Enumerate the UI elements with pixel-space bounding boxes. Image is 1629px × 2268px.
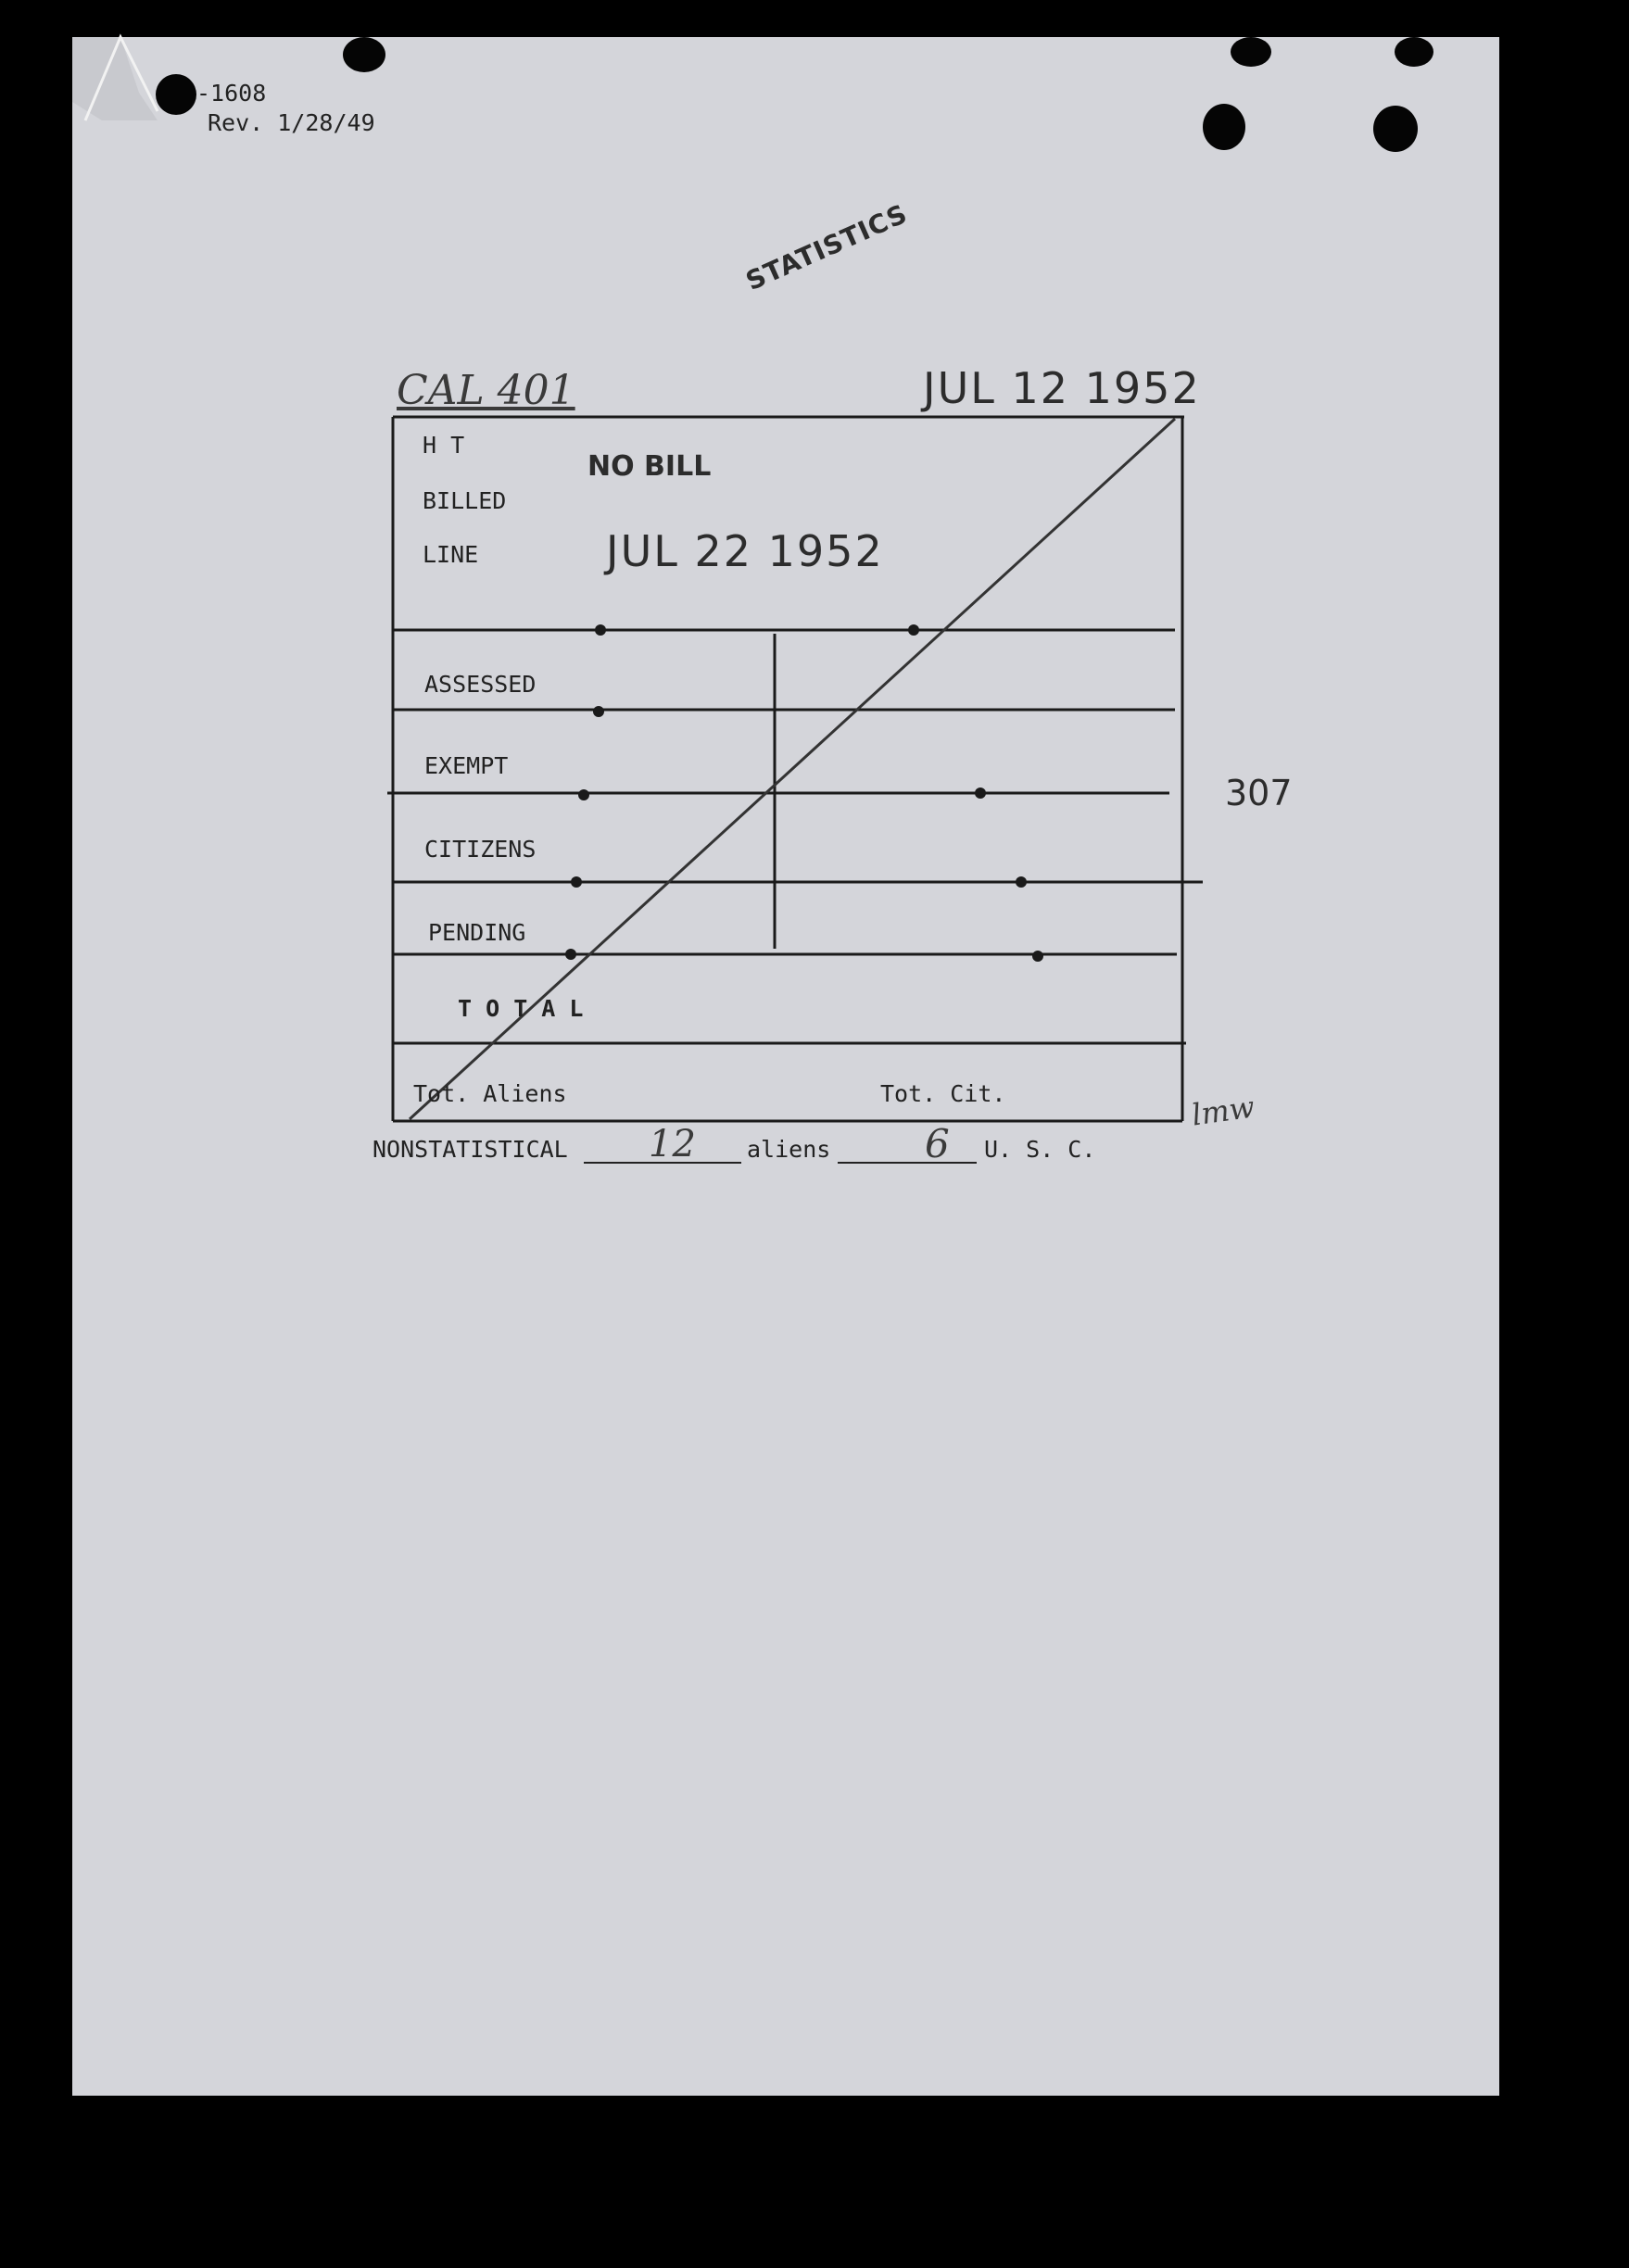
- row-label-pending: PENDING: [428, 919, 526, 946]
- row-label-billed: BILLED: [423, 487, 507, 514]
- row-label-total: T O T A L: [458, 995, 584, 1022]
- case-reference: CAL 401: [397, 367, 575, 414]
- date-stamp-inner: JUL 22 1952: [606, 526, 884, 576]
- statistics-stamp: STATISTICS: [741, 197, 913, 297]
- nonstatistical-label: NONSTATISTICAL: [373, 1136, 568, 1163]
- initials: lmw: [1189, 1089, 1257, 1133]
- form-revision: Rev. 1/28/49: [208, 109, 375, 136]
- no-bill-stamp: NO BILL: [587, 450, 712, 483]
- usc-blank: [838, 1162, 977, 1164]
- tot-cit-label: Tot. Cit.: [880, 1080, 1006, 1107]
- row-label-citizens: CITIZENS: [424, 836, 537, 863]
- aliens-count: 12: [649, 1123, 696, 1166]
- form-number: -1608: [196, 80, 267, 107]
- page-number: 307: [1225, 773, 1293, 813]
- date-stamp-top: JUL 12 1952: [923, 363, 1201, 413]
- row-label-ht: H T: [423, 432, 465, 459]
- usc-count: 6: [925, 1121, 950, 1166]
- tot-aliens-label: Tot. Aliens: [413, 1080, 567, 1107]
- usc-label: U. S. C.: [984, 1136, 1096, 1163]
- row-label-assessed: ASSESSED: [424, 671, 537, 698]
- row-label-line: LINE: [423, 541, 479, 568]
- aliens-label: aliens: [747, 1136, 831, 1163]
- row-label-exempt: EXEMPT: [424, 752, 509, 779]
